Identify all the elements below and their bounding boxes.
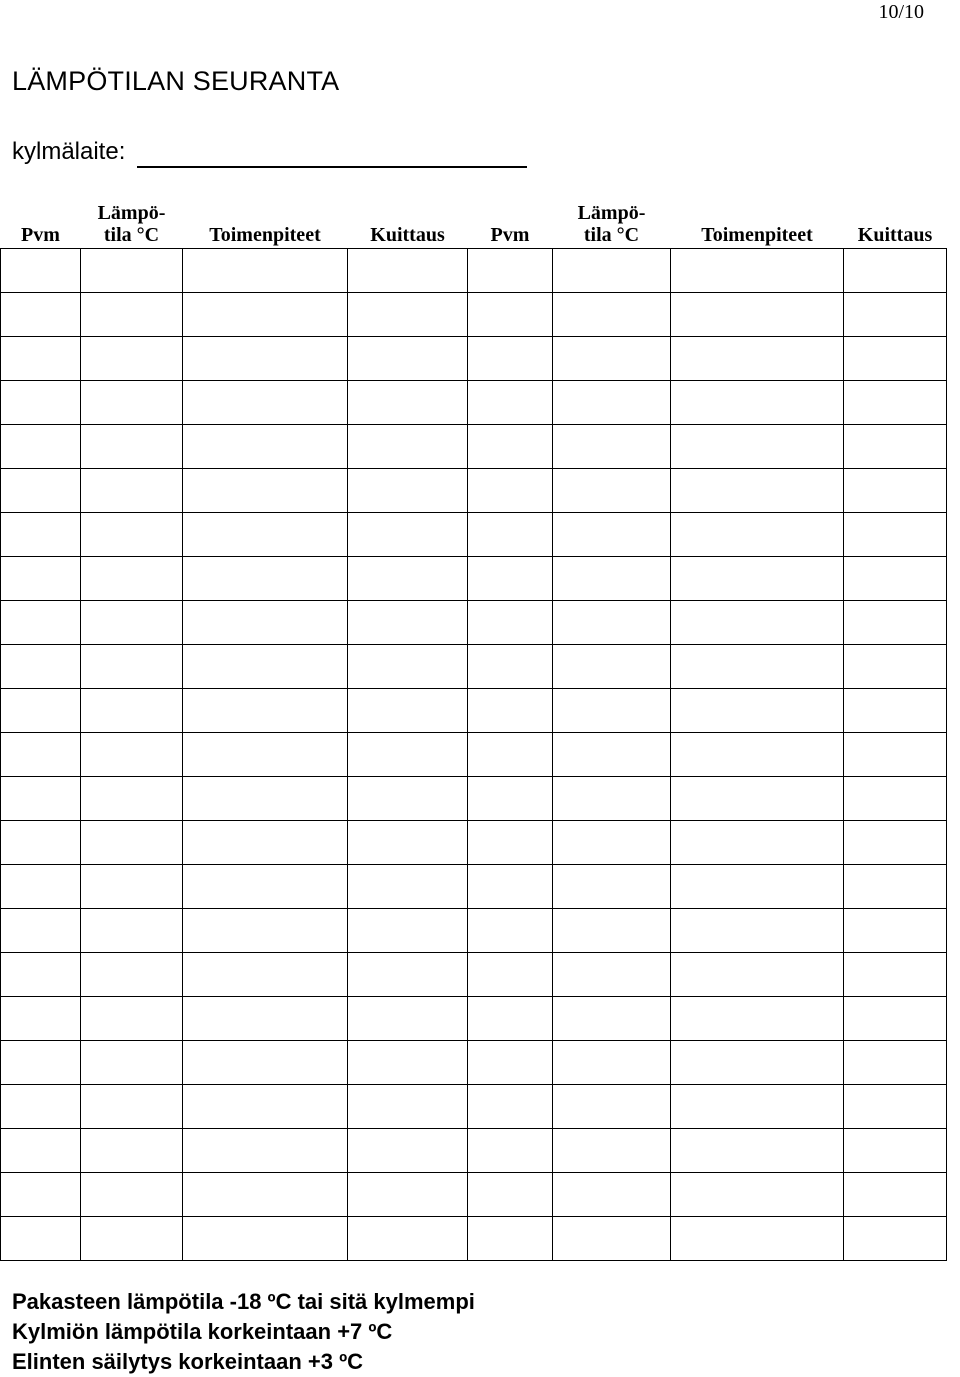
- cell-date-2[interactable]: [468, 249, 553, 293]
- cell-date-2[interactable]: [468, 513, 553, 557]
- cell-date-1[interactable]: [1, 249, 81, 293]
- cell-temperature-1[interactable]: [81, 513, 183, 557]
- cell-temperature-2[interactable]: [553, 909, 671, 953]
- cell-temperature-1[interactable]: [81, 909, 183, 953]
- table-row: [1, 1041, 947, 1085]
- cell-date-2[interactable]: [468, 601, 553, 645]
- cell-signoff-2[interactable]: [844, 1217, 947, 1261]
- cell-actions-1[interactable]: [183, 1173, 348, 1217]
- cell-date-2[interactable]: [468, 1173, 553, 1217]
- temperature-log-table: [0, 194, 947, 1261]
- cell-date-1[interactable]: [1, 689, 81, 733]
- cell-temperature-2[interactable]: [553, 293, 671, 337]
- cell-signoff-1[interactable]: [348, 557, 468, 601]
- cell-temperature-2[interactable]: [553, 337, 671, 381]
- table-row: [1, 1129, 947, 1173]
- cell-temperature-2[interactable]: [553, 1041, 671, 1085]
- cell-temperature-1[interactable]: [81, 337, 183, 381]
- cell-date-2[interactable]: [468, 1217, 553, 1261]
- cell-date-1[interactable]: [1, 953, 81, 997]
- cell-temperature-2[interactable]: [553, 425, 671, 469]
- cell-temperature-1[interactable]: [81, 865, 183, 909]
- device-input-line[interactable]: [137, 138, 527, 168]
- cell-signoff-2[interactable]: [844, 909, 947, 953]
- table-row: [1, 689, 947, 733]
- cell-actions-2[interactable]: [671, 953, 844, 997]
- cell-date-2[interactable]: [468, 821, 553, 865]
- table-row: [1, 557, 947, 601]
- cell-signoff-2[interactable]: [844, 645, 947, 689]
- cell-actions-1[interactable]: [183, 733, 348, 777]
- table-body: [1, 249, 947, 1261]
- cell-temperature-1[interactable]: [81, 1129, 183, 1173]
- cell-actions-1[interactable]: [183, 557, 348, 601]
- cell-temperature-2[interactable]: [553, 513, 671, 557]
- table-row: [1, 865, 947, 909]
- cell-temperature-1[interactable]: [81, 1217, 183, 1261]
- cell-temperature-1[interactable]: [81, 381, 183, 425]
- cell-signoff-2[interactable]: [844, 953, 947, 997]
- cell-temperature-2[interactable]: [553, 733, 671, 777]
- cell-date-1[interactable]: [1, 601, 81, 645]
- cell-actions-1[interactable]: [183, 293, 348, 337]
- cell-actions-1[interactable]: [183, 425, 348, 469]
- cell-actions-1[interactable]: [183, 997, 348, 1041]
- cell-date-1[interactable]: [1, 425, 81, 469]
- cell-date-2[interactable]: [468, 381, 553, 425]
- cell-signoff-1[interactable]: [348, 689, 468, 733]
- cell-date-1[interactable]: [1, 821, 81, 865]
- cell-actions-2[interactable]: [671, 733, 844, 777]
- cell-signoff-2[interactable]: [844, 997, 947, 1041]
- cell-actions-1[interactable]: [183, 601, 348, 645]
- cell-date-2[interactable]: [468, 953, 553, 997]
- cell-actions-2[interactable]: [671, 1085, 844, 1129]
- cell-actions-2[interactable]: [671, 1041, 844, 1085]
- cell-signoff-1[interactable]: [348, 1217, 468, 1261]
- device-label: kylmälaite:: [12, 138, 126, 165]
- table-row: [1, 1085, 947, 1129]
- cell-signoff-1[interactable]: [348, 865, 468, 909]
- cell-temperature-1[interactable]: [81, 249, 183, 293]
- cell-signoff-2[interactable]: [844, 733, 947, 777]
- cell-date-1[interactable]: [1, 733, 81, 777]
- cell-actions-1[interactable]: [183, 1217, 348, 1261]
- cell-actions-1[interactable]: [183, 865, 348, 909]
- cell-actions-2[interactable]: [671, 513, 844, 557]
- cell-date-2[interactable]: [468, 425, 553, 469]
- cell-date-1[interactable]: [1, 865, 81, 909]
- cell-temperature-1[interactable]: [81, 645, 183, 689]
- cell-signoff-1[interactable]: [348, 337, 468, 381]
- cell-actions-2[interactable]: [671, 557, 844, 601]
- cell-temperature-2[interactable]: [553, 1085, 671, 1129]
- cell-signoff-1[interactable]: [348, 249, 468, 293]
- cell-signoff-1[interactable]: [348, 997, 468, 1041]
- note-organs: Elinten säilytys korkeintaan +3 ºC: [12, 1349, 364, 1374]
- header-date-2: Pvm: [468, 194, 553, 249]
- cell-temperature-2[interactable]: [553, 997, 671, 1041]
- cell-date-1[interactable]: [1, 1129, 81, 1173]
- cell-temperature-2[interactable]: [553, 953, 671, 997]
- cell-temperature-1[interactable]: [81, 425, 183, 469]
- page-title: LÄMPÖTILAN SEURANTA: [12, 66, 340, 96]
- cell-actions-2[interactable]: [671, 337, 844, 381]
- cell-signoff-1[interactable]: [348, 381, 468, 425]
- cell-signoff-1[interactable]: [348, 513, 468, 557]
- cell-signoff-1[interactable]: [348, 821, 468, 865]
- cell-signoff-1[interactable]: [348, 469, 468, 513]
- cell-actions-2[interactable]: [671, 425, 844, 469]
- cell-date-2[interactable]: [468, 997, 553, 1041]
- cell-actions-2[interactable]: [671, 865, 844, 909]
- cell-temperature-2[interactable]: [553, 601, 671, 645]
- cell-date-2[interactable]: [468, 909, 553, 953]
- header-date-1: Pvm: [1, 194, 81, 249]
- cell-actions-2[interactable]: [671, 469, 844, 513]
- cell-actions-2[interactable]: [671, 1217, 844, 1261]
- cell-temperature-2[interactable]: [553, 1173, 671, 1217]
- cell-actions-1[interactable]: [183, 645, 348, 689]
- cell-signoff-2[interactable]: [844, 1085, 947, 1129]
- cell-signoff-2[interactable]: [844, 821, 947, 865]
- cell-signoff-2[interactable]: [844, 469, 947, 513]
- cell-signoff-1[interactable]: [348, 293, 468, 337]
- cell-temperature-2[interactable]: [553, 469, 671, 513]
- cell-actions-2[interactable]: [671, 1173, 844, 1217]
- cell-signoff-2[interactable]: [844, 557, 947, 601]
- cell-date-2[interactable]: [468, 689, 553, 733]
- cell-signoff-1[interactable]: [348, 425, 468, 469]
- cell-actions-1[interactable]: [183, 909, 348, 953]
- header-temperature-1: Lämpö- tila °C: [81, 194, 183, 249]
- header-signoff-2: Kuittaus: [844, 194, 947, 249]
- cell-signoff-1[interactable]: [348, 909, 468, 953]
- temperature-notes: [12, 1287, 475, 1377]
- table-row: [1, 733, 947, 777]
- cell-actions-1[interactable]: [183, 953, 348, 997]
- header-temperature-2: Lämpö- tila °C: [553, 194, 671, 249]
- table-row: [1, 381, 947, 425]
- cell-actions-2[interactable]: [671, 645, 844, 689]
- table-row: [1, 249, 947, 293]
- cell-date-2[interactable]: [468, 469, 553, 513]
- cell-actions-1[interactable]: [183, 469, 348, 513]
- cell-temperature-2[interactable]: [553, 381, 671, 425]
- cell-actions-2[interactable]: [671, 689, 844, 733]
- cell-temperature-1[interactable]: [81, 821, 183, 865]
- cell-date-1[interactable]: [1, 909, 81, 953]
- cell-date-1[interactable]: [1, 469, 81, 513]
- cell-actions-2[interactable]: [671, 249, 844, 293]
- cell-signoff-2[interactable]: [844, 1173, 947, 1217]
- cell-signoff-2[interactable]: [844, 513, 947, 557]
- cell-date-2[interactable]: [468, 865, 553, 909]
- cell-date-1[interactable]: [1, 557, 81, 601]
- cell-actions-1[interactable]: [183, 337, 348, 381]
- cell-temperature-1[interactable]: [81, 953, 183, 997]
- cell-date-1[interactable]: [1, 1217, 81, 1261]
- table-row: [1, 645, 947, 689]
- table-row: [1, 425, 947, 469]
- cell-signoff-1[interactable]: [348, 777, 468, 821]
- cell-signoff-2[interactable]: [844, 777, 947, 821]
- table-header-row: [1, 194, 947, 249]
- cell-temperature-1[interactable]: [81, 1041, 183, 1085]
- cell-actions-1[interactable]: [183, 1129, 348, 1173]
- cell-date-1[interactable]: [1, 1085, 81, 1129]
- cell-signoff-2[interactable]: [844, 1041, 947, 1085]
- cell-temperature-1[interactable]: [81, 733, 183, 777]
- cell-signoff-1[interactable]: [348, 953, 468, 997]
- cell-temperature-2[interactable]: [553, 1129, 671, 1173]
- cell-temperature-1[interactable]: [81, 1085, 183, 1129]
- table-row: [1, 337, 947, 381]
- table-row: [1, 777, 947, 821]
- cell-actions-2[interactable]: [671, 777, 844, 821]
- table-row: [1, 1173, 947, 1217]
- table-row: [1, 293, 947, 337]
- cell-actions-1[interactable]: [183, 381, 348, 425]
- cell-temperature-1[interactable]: [81, 469, 183, 513]
- device-field: [12, 136, 527, 168]
- cell-temperature-1[interactable]: [81, 1173, 183, 1217]
- cell-signoff-1[interactable]: [348, 1129, 468, 1173]
- cell-temperature-2[interactable]: [553, 689, 671, 733]
- table-row: [1, 821, 947, 865]
- cell-actions-1[interactable]: [183, 777, 348, 821]
- cell-temperature-1[interactable]: [81, 997, 183, 1041]
- cell-actions-2[interactable]: [671, 1129, 844, 1173]
- note-freezer: Pakasteen lämpötila -18 ºC tai sitä kylmempi: [12, 1289, 475, 1314]
- cell-actions-2[interactable]: [671, 293, 844, 337]
- cell-date-1[interactable]: [1, 381, 81, 425]
- cell-actions-1[interactable]: [183, 689, 348, 733]
- cell-date-1[interactable]: [1, 997, 81, 1041]
- cell-date-1[interactable]: [1, 513, 81, 557]
- cell-temperature-2[interactable]: [553, 865, 671, 909]
- cell-signoff-1[interactable]: [348, 1041, 468, 1085]
- cell-temperature-2[interactable]: [553, 645, 671, 689]
- cell-temperature-2[interactable]: [553, 821, 671, 865]
- cell-actions-1[interactable]: [183, 249, 348, 293]
- header-actions-2: Toimenpiteet: [671, 194, 844, 249]
- cell-actions-2[interactable]: [671, 601, 844, 645]
- cell-signoff-2[interactable]: [844, 425, 947, 469]
- table-row: [1, 997, 947, 1041]
- cell-temperature-2[interactable]: [553, 249, 671, 293]
- cell-signoff-2[interactable]: [844, 337, 947, 381]
- table-row: [1, 953, 947, 997]
- cell-date-1[interactable]: [1, 777, 81, 821]
- cell-temperature-2[interactable]: [553, 557, 671, 601]
- cell-actions-2[interactable]: [671, 821, 844, 865]
- cell-signoff-2[interactable]: [844, 381, 947, 425]
- cell-actions-2[interactable]: [671, 997, 844, 1041]
- cell-actions-1[interactable]: [183, 821, 348, 865]
- table-row: [1, 469, 947, 513]
- table-row: [1, 513, 947, 557]
- cell-temperature-1[interactable]: [81, 689, 183, 733]
- cell-date-2[interactable]: [468, 1041, 553, 1085]
- cell-date-2[interactable]: [468, 557, 553, 601]
- cell-signoff-2[interactable]: [844, 601, 947, 645]
- cell-date-1[interactable]: [1, 1173, 81, 1217]
- cell-signoff-1[interactable]: [348, 645, 468, 689]
- cell-actions-1[interactable]: [183, 1085, 348, 1129]
- header-actions-1: Toimenpiteet: [183, 194, 348, 249]
- cell-signoff-1[interactable]: [348, 601, 468, 645]
- cell-actions-2[interactable]: [671, 381, 844, 425]
- cell-signoff-1[interactable]: [348, 1173, 468, 1217]
- cell-actions-2[interactable]: [671, 909, 844, 953]
- cell-temperature-1[interactable]: [81, 557, 183, 601]
- page-number: 10/10: [878, 1, 924, 23]
- table-row: [1, 1217, 947, 1261]
- cell-date-2[interactable]: [468, 293, 553, 337]
- cell-date-2[interactable]: [468, 733, 553, 777]
- cell-date-2[interactable]: [468, 337, 553, 381]
- cell-signoff-1[interactable]: [348, 733, 468, 777]
- cell-signoff-1[interactable]: [348, 1085, 468, 1129]
- table-row: [1, 601, 947, 645]
- cell-date-2[interactable]: [468, 777, 553, 821]
- cell-date-1[interactable]: [1, 337, 81, 381]
- cell-actions-1[interactable]: [183, 513, 348, 557]
- cell-temperature-1[interactable]: [81, 777, 183, 821]
- cell-date-2[interactable]: [468, 1085, 553, 1129]
- cell-actions-1[interactable]: [183, 1041, 348, 1085]
- note-cold-room: Kylmiön lämpötila korkeintaan +7 ºC: [12, 1319, 393, 1344]
- cell-temperature-1[interactable]: [81, 601, 183, 645]
- cell-signoff-2[interactable]: [844, 865, 947, 909]
- table-row: [1, 909, 947, 953]
- cell-date-1[interactable]: [1, 1041, 81, 1085]
- cell-temperature-1[interactable]: [81, 293, 183, 337]
- cell-signoff-2[interactable]: [844, 689, 947, 733]
- cell-signoff-2[interactable]: [844, 293, 947, 337]
- cell-signoff-2[interactable]: [844, 249, 947, 293]
- cell-date-1[interactable]: [1, 293, 81, 337]
- cell-date-2[interactable]: [468, 1129, 553, 1173]
- header-signoff-1: Kuittaus: [348, 194, 468, 249]
- cell-date-1[interactable]: [1, 645, 81, 689]
- cell-signoff-2[interactable]: [844, 1129, 947, 1173]
- cell-date-2[interactable]: [468, 645, 553, 689]
- cell-temperature-2[interactable]: [553, 777, 671, 821]
- cell-temperature-2[interactable]: [553, 1217, 671, 1261]
